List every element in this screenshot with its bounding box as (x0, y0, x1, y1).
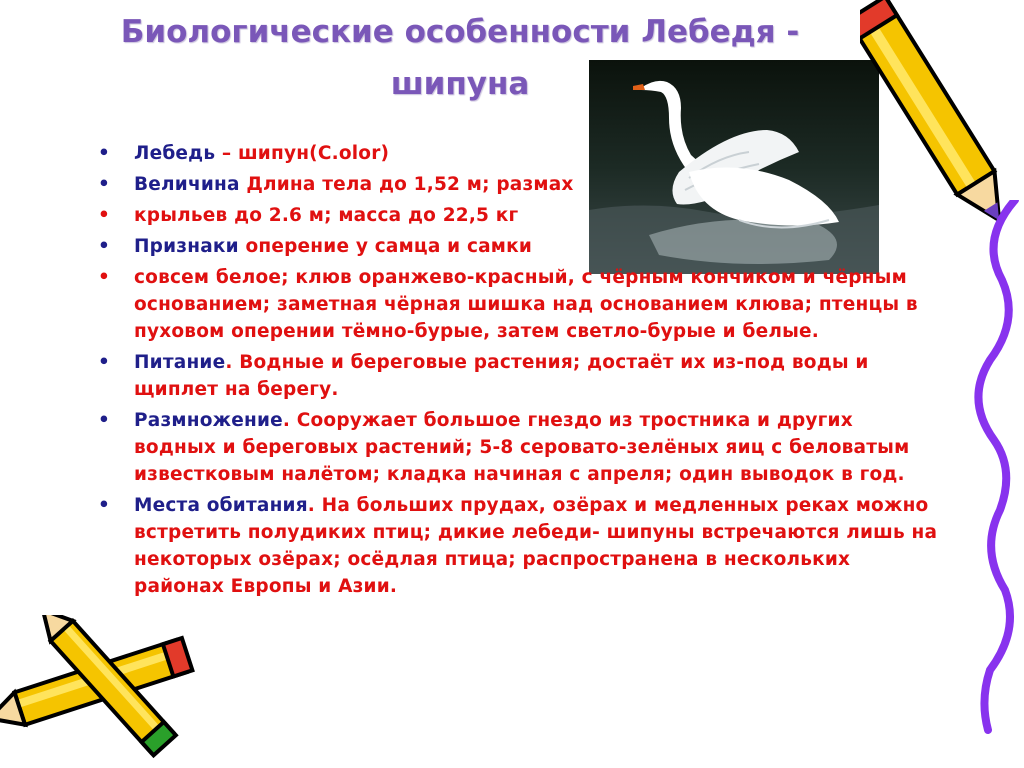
bullet-item: • крыльев до 2.6 м; масса до 22,5 кг (98, 205, 519, 226)
title-line-2: шипуна (390, 66, 530, 102)
bullet-item: • совсем белое; клюв оранжево-красный, с чёрным кончиком и чёрным основанием; заметная чёрная шишка над основанием клюва; птенцы в пуховом оперении тёмно-бурые, затем светло-бурые и белые. (98, 267, 918, 342)
bullet-item: • Места обитания. На больших прудах, озёрах и медленных реках можно встретить полудиких птиц; дикие лебеди- шипуны встречаются лишь на некоторых озёрах; осёдлая птица; распространена в нескольких районах Европы и Азии. (98, 495, 938, 597)
bullet-item: • Величина Длина тела до 1,52 м; размах (98, 174, 574, 195)
bullet-item: • Признаки оперение у самца и самки (98, 236, 533, 257)
bullet-item: • Лебедь – шипун(C.olor) (98, 143, 390, 164)
bullet-list (98, 140, 938, 604)
squiggle-decoration-icon (960, 200, 1024, 740)
title-line-1: Биологические особенности Лебедя - (120, 14, 800, 50)
bullet-item: • Питание. Водные и береговые растения; достаёт их из-под воды и щиплет на берегу. (98, 352, 869, 400)
bullet-item: • Размножение. Сооружает большое гнездо из тростника и других водных и береговых растений; 5-8 серовато-зелёных яиц с беловатым известковым налётом; кладка начиная с апреля; один выводок в год. (98, 410, 910, 485)
crossed-pencils-icon (0, 615, 220, 768)
